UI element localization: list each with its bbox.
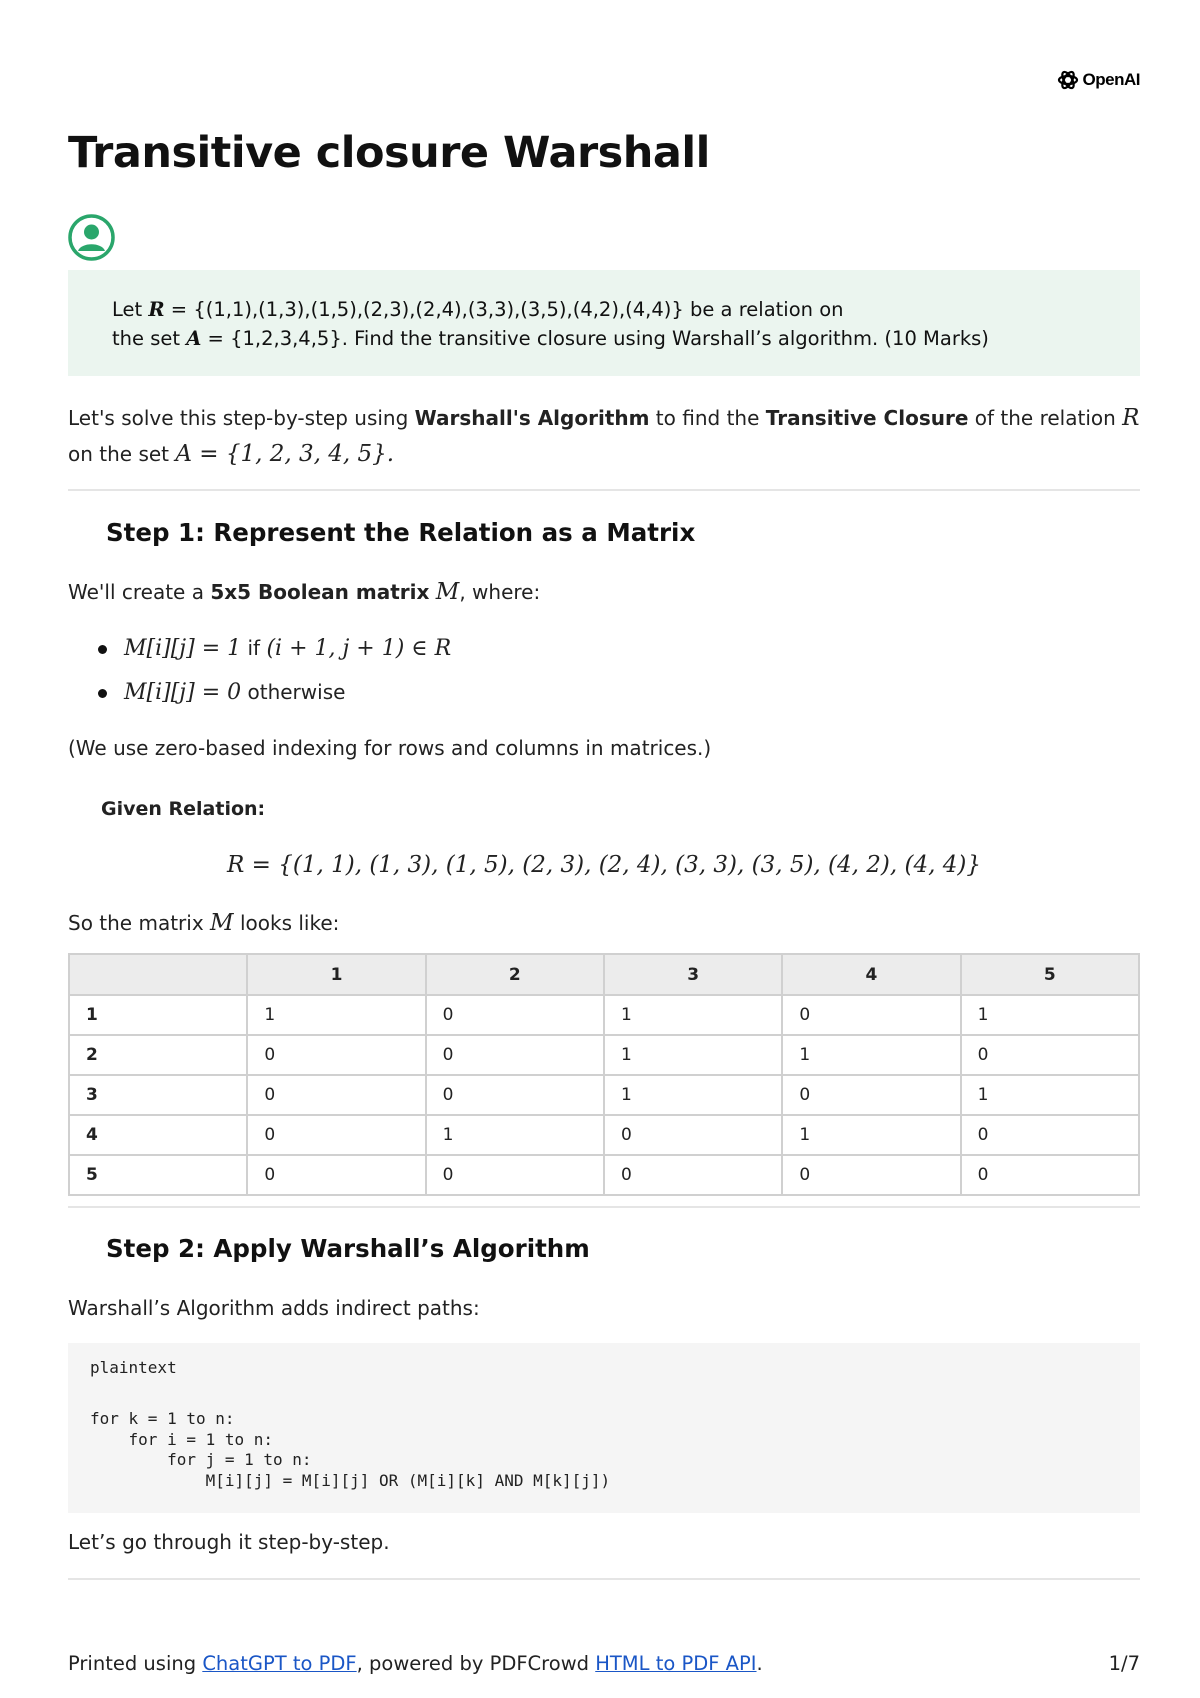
divider <box>68 1578 1140 1580</box>
table-cell: 1 <box>247 995 425 1035</box>
prompt-line-2: the set A = {1,2,3,4,5}. Find the transitive closure using Warshall’s algorithm. (10 Marks) <box>112 327 989 350</box>
table-row <box>69 1155 1139 1195</box>
divider <box>68 489 1140 491</box>
matrix-description: We'll create a 5x5 Boolean matrix M, where: <box>68 579 541 605</box>
step2-heading: Step 2: Apply Warshall’s Algorithm <box>106 1234 590 1263</box>
row-header: 1 <box>69 995 247 1035</box>
column-header: 5 <box>961 954 1139 995</box>
table-cell: 1 <box>782 1115 960 1155</box>
code-block <box>68 1343 1140 1513</box>
row-header: 2 <box>69 1035 247 1075</box>
column-header: 4 <box>782 954 960 995</box>
table-cell: 0 <box>604 1115 782 1155</box>
user-prompt <box>68 270 1140 376</box>
table-cell: 1 <box>604 1075 782 1115</box>
table-cell: 0 <box>247 1115 425 1155</box>
openai-logo-icon <box>1056 68 1080 92</box>
table-cell: 1 <box>782 1035 960 1075</box>
step2-after: Let’s go through it step-by-step. <box>68 1530 390 1554</box>
column-header: 3 <box>604 954 782 995</box>
table-cell: 0 <box>247 1075 425 1115</box>
table-cell: 1 <box>604 995 782 1035</box>
divider <box>68 1206 1140 1208</box>
page-footer: Printed using ChatGPT to PDF, powered by PDFCrowd HTML to PDF API. 1/7 <box>68 1652 1140 1675</box>
page-title: Transitive closure Warshall <box>68 128 710 178</box>
row-header: 4 <box>69 1115 247 1155</box>
indexing-note: (We use zero-based indexing for rows and columns in matrices.) <box>68 736 712 760</box>
table-cell: 0 <box>426 995 604 1035</box>
relation-matrix-table <box>68 953 1140 1196</box>
table-row <box>69 1035 1139 1075</box>
html-to-pdf-api-link[interactable]: HTML to PDF API <box>595 1652 757 1675</box>
step2-intro: Warshall’s Algorithm adds indirect paths: <box>68 1296 480 1320</box>
code-content: for k = 1 to n: for i = 1 to n: for j = 1 to n: M[i][j] = M[i][j] OR (M[i][k] AND M[k][j]) <box>90 1409 611 1490</box>
code-language-label: plaintext <box>90 1358 177 1377</box>
column-header: 2 <box>426 954 604 995</box>
matrix-intro: So the matrix M looks like: <box>68 910 340 936</box>
intro-paragraph: Let's solve this step-by-step using Warshall's Algorithm to find the Transitive Closure of the relation R on the set A = {1, 2, 3, 4, 5}. <box>68 405 1140 467</box>
relation-formula: R = {(1, 1), (1, 3), (1, 5), (2, 3), (2, 4), (3, 3), (3, 5), (4, 2), (4, 4)} <box>227 852 981 878</box>
table-cell: 0 <box>247 1155 425 1195</box>
table-cell: 0 <box>782 995 960 1035</box>
chatgpt-to-pdf-link[interactable]: ChatGPT to PDF <box>202 1652 357 1675</box>
table-row <box>69 1115 1139 1155</box>
user-avatar-icon <box>68 214 115 261</box>
table-cell: 0 <box>961 1035 1139 1075</box>
table-row <box>69 995 1139 1035</box>
table-header-row <box>69 954 1139 995</box>
table-cell: 0 <box>426 1155 604 1195</box>
step1-heading: Step 1: Represent the Relation as a Matrix <box>106 518 696 547</box>
table-cell: 0 <box>782 1075 960 1115</box>
table-cell: 0 <box>604 1155 782 1195</box>
table-cell: 0 <box>247 1035 425 1075</box>
column-header: 1 <box>247 954 425 995</box>
table-cell: 1 <box>604 1035 782 1075</box>
logo-text: OpenAI <box>1082 70 1140 89</box>
column-header <box>69 954 247 995</box>
table-cell: 0 <box>961 1115 1139 1155</box>
table-cell: 0 <box>961 1155 1139 1195</box>
prompt-line-1: Let R = {(1,1),(1,3),(1,5),(2,3),(2,4),(3,3),(3,5),(4,2),(4,4)} be a relation on <box>112 298 844 321</box>
table-cell: 1 <box>961 995 1139 1035</box>
table-row <box>69 1075 1139 1115</box>
row-header: 5 <box>69 1155 247 1195</box>
table-cell: 0 <box>426 1035 604 1075</box>
row-header: 3 <box>69 1075 247 1115</box>
list-item: M[i][j] = 1 if (i + 1, j + 1) ∈ R <box>68 626 451 670</box>
openai-logo <box>1056 68 1140 92</box>
table-cell: 0 <box>782 1155 960 1195</box>
list-item: M[i][j] = 0 otherwise <box>68 670 451 714</box>
document-page <box>68 0 1140 1698</box>
page-number: 1/7 <box>1108 1652 1140 1675</box>
table-cell: 1 <box>961 1075 1139 1115</box>
matrix-rules-list <box>68 626 451 714</box>
table-cell: 0 <box>426 1075 604 1115</box>
given-relation-label: Given Relation: <box>101 798 266 820</box>
table-cell: 1 <box>426 1115 604 1155</box>
